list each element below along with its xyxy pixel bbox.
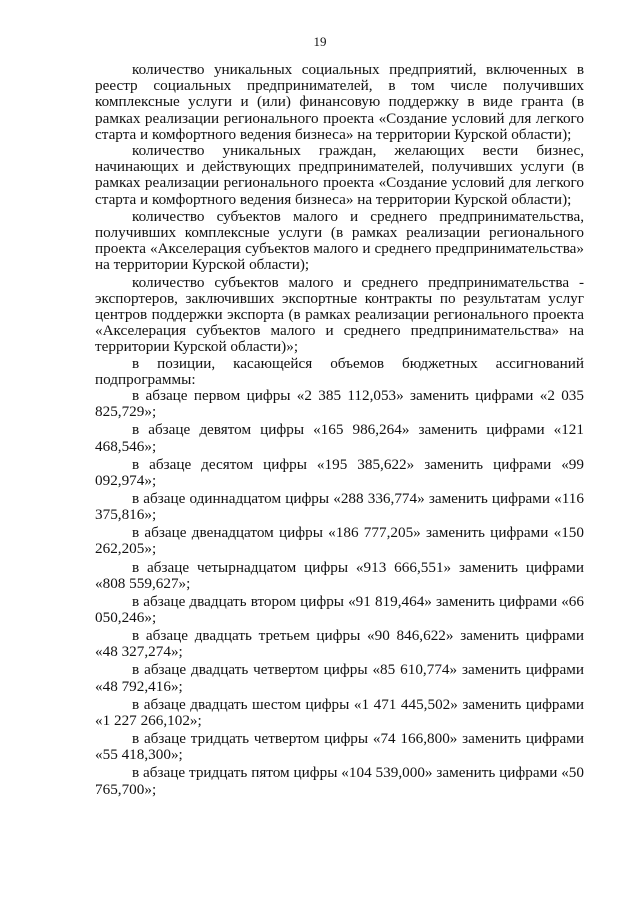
replacement-item: в абзаце тридцать четвертом цифры «74 166,800» заменить цифрами «55 418,300»; (95, 730, 584, 764)
document-body (95, 62, 584, 800)
replacement-item: в абзаце первом цифры «2 385 112,053» заменить цифрами «2 035 825,729»; (95, 387, 584, 421)
replacement-item: в абзаце тридцать пятом цифры «104 539,000» заменить цифрами «50 765,700»; (95, 764, 584, 798)
replacement-item: в абзаце двадцать четвертом цифры «85 610,774» заменить цифрами «48 792,416»; (95, 661, 584, 695)
replacement-item: в абзаце десятом цифры «195 385,622» заменить цифрами «99 092,974»; (95, 455, 584, 489)
replacement-list (95, 388, 584, 798)
replacement-item: в абзаце двадцать втором цифры «91 819,464» заменить цифрами «66 050,246»; (95, 592, 584, 627)
paragraph-sme-exporters: количество субъектов малого и среднего предпринимательства - экспортеров, заключивших экспортные контракты по результатам услуг центров поддержки экспорта (в рамках реализации регионального проекта «Акселерация субъектов малого и среднего предпринимательства» на территории Курской области)»; (95, 273, 584, 356)
paragraph-sme-complex-services: количество субъектов малого и среднего предпринимательства, получивших комплексные услуги (в рамках реализации регионального проекта «Акселерация субъектов малого и среднего предпринимательства» на территории Курской области); (95, 207, 584, 274)
replacement-item: в абзаце двадцать шестом цифры «1 471 445,502» заменить цифрами «1 227 266,102»; (95, 695, 584, 729)
paragraph-social-enterprises: количество уникальных социальных предприятий, включенных в реестр социальных предпринимателей, в том числе получивших комплексные услуги и (или) финансовую поддержку в виде гранта (в рамках реализации регионального проекта «Создание условий для легкого старта и комфортного ведения бизнеса» на территории Курской области); (95, 61, 584, 143)
replacement-item: в абзаце одиннадцатом цифры «288 336,774» заменить цифрами «116 375,816»; (95, 489, 584, 524)
paragraph-unique-citizens: количество уникальных граждан, желающих вести бизнес, начинающих и действующих предпринимателей, получивших услуги (в рамках реализации регионального проекта «Создание условий для легкого старта и комфортного ведения бизнеса» на территории Курской области); (95, 142, 584, 208)
replacement-item: в абзаце девятом цифры «165 986,264» заменить цифрами «121 468,546»; (95, 421, 584, 455)
replacement-item: в абзаце четырнадцатом цифры «913 666,551» заменить цифрами «808 559,627»; (95, 558, 584, 592)
replacement-item: в абзаце двенадцатом цифры «186 777,205» заменить цифрами «150 262,205»; (95, 524, 584, 558)
paragraph-budget-position: в позиции, касающейся объемов бюджетных ассигнований подпрограммы: (95, 354, 584, 388)
replacement-item: в абзаце двадцать третьем цифры «90 846,622» заменить цифрами «48 327,274»; (95, 627, 584, 661)
page-number: 19 (313, 34, 327, 49)
